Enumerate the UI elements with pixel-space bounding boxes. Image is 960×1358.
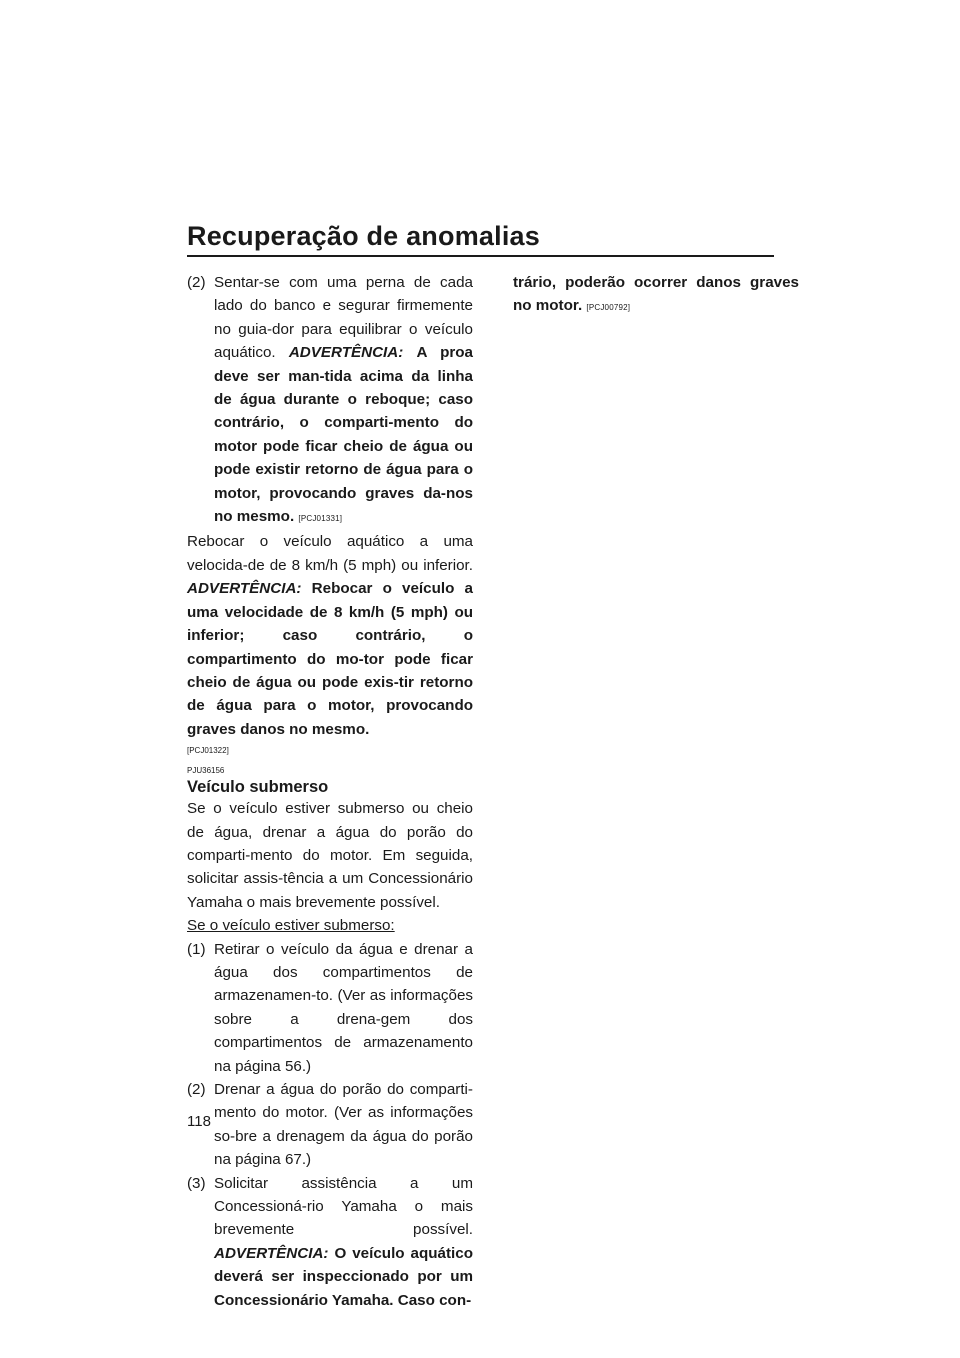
list-item [187, 1172, 473, 1312]
warning-label: ADVERTÊNCIA: [187, 580, 302, 598]
page-title: Recuperação de anomalias [187, 221, 540, 251]
item-text: Solicitar assistência a um Concessioná-rio Yamaha o mais brevemente possível. [214, 1174, 473, 1239]
item-number: (1) [187, 940, 206, 958]
item-text: Sentar-se com uma perna de cada lado do banco e segurar firmemente no guia-dor para equilibrar o veículo aquático. [214, 274, 473, 362]
warning-label: ADVERTÊNCIA: [288, 344, 404, 362]
item-number: (2) [187, 1081, 206, 1098]
left-column [187, 271, 473, 1312]
item-text-block [214, 1172, 473, 1312]
title-rule [187, 255, 774, 257]
warning-text: A proa deve ser man-tida acima da linha de água durante o reboque; caso contrário, o comparti-mento do motor pode ficar cheio de água ou pode existir retorno de água para o motor, provocando graves da-nos no mesmo. [214, 344, 473, 526]
warning-text: O veículo aquático deverá ser inspeccionado por um Concessionário Yamaha. Caso con- [214, 1244, 473, 1309]
paragraph-text: Rebocar o veículo aquático a uma velocida-de de 8 km/h (5 mph) ou inferior. [187, 533, 473, 574]
reference-code: [PCJ00792] [586, 303, 631, 313]
page-number: 118 [187, 1113, 211, 1130]
list-item [187, 1078, 473, 1172]
section-intro: Se o veículo estiver submerso ou cheio de água, drenar a água do porão do comparti-mento do motor. Em seguida, solicitar assis-tência a um Concessionário Yamaha o mais brevemente possível. [187, 800, 473, 911]
section-heading: Veículo submerso [187, 778, 329, 797]
reference-code: [PCJ01331] [298, 514, 343, 524]
item-number: (2) [187, 274, 206, 291]
list-item-step2 [187, 271, 473, 530]
warning-text: Rebocar o veículo a uma velocidade de 8 km/h (5 mph) ou inferior; caso contrário, o compartimento do mo-tor pode ficar cheio de água ou pode exis-tir retorno de água para o motor, provocando graves danos no mesmo. [187, 580, 473, 738]
reference-code: [PCJ01322] [187, 746, 229, 756]
item-text: Retirar o veículo da água e drenar a água dos compartimentos de armazenamen-to. (Ver as informações sobre a drena-gem dos compartimentos de armazenamento na página 56.) [214, 940, 473, 1075]
continued-warning-paragraph [513, 271, 799, 320]
warning-label: ADVERTÊNCIA: [214, 1244, 329, 1262]
item-text-block [214, 271, 473, 530]
section-subheading: Se o veículo estiver submerso: [187, 917, 395, 935]
list-item [187, 938, 473, 1078]
warning-text: trário, poderão ocorrer danos graves no motor. [513, 274, 799, 315]
right-column [513, 271, 799, 320]
section-code: PJU36156 [187, 766, 225, 776]
item-number: (3) [187, 1174, 206, 1192]
tow-paragraph [187, 530, 473, 741]
item-text: Drenar a água do porão do comparti-mento do motor. (Ver as informações so-bre a drenagem da água do porão na página 67.) [214, 1081, 473, 1169]
